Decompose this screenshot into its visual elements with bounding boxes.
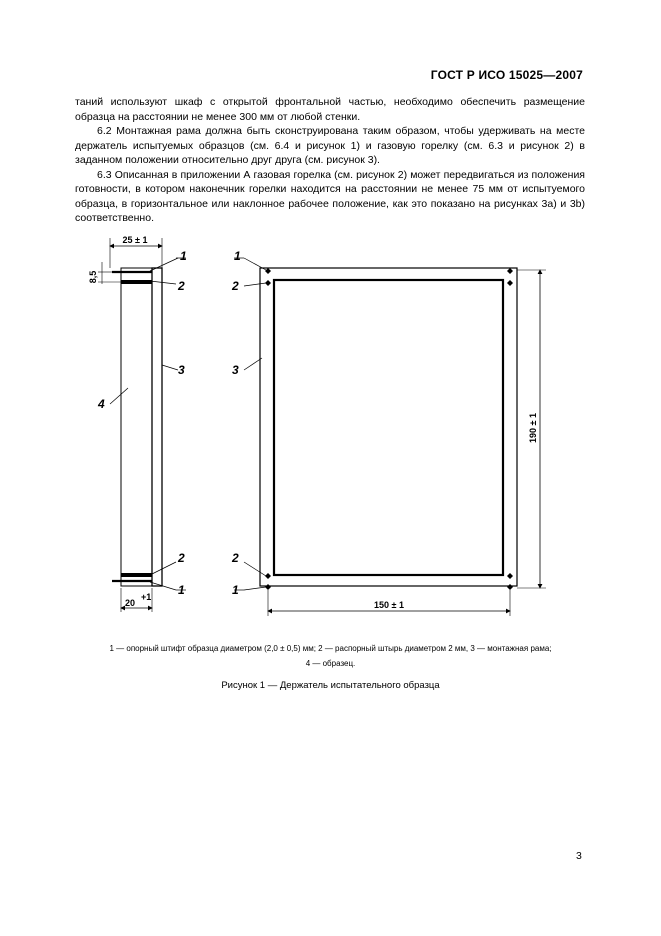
label-1-top-front: 1 — [234, 249, 241, 263]
legend-line-2: 4 — образец. — [305, 659, 356, 668]
spacer-pin-top — [121, 280, 152, 284]
mounting-frame-side — [152, 268, 162, 586]
paragraph-6-3: 6.3 Описанная в приложении А газовая горелка (см. рисунок 2) может передвигаться из положения готовности, в котором наконечник горелки находится на расстоянии не менее 75 мм от испытуемого образца, в горизонтальное или наклонное рабочее положение, как это показано на рисунках 3а) и 3b) соответственно. — [75, 168, 585, 224]
page-number: 3 — [576, 850, 582, 862]
document-header: ГОСТ Р ИСО 15025—2007 — [430, 68, 583, 82]
dim-frame-depth: 20 — [124, 598, 136, 608]
label-4-side: 4 — [98, 397, 105, 411]
specimen-side — [121, 268, 152, 586]
legend-line-1: 1 — опорный штифт образца диаметром (2,0 ± 0,5) мм; 2 — распорный штырь диаметром 2 мм, 3 — монтажная рама; — [109, 644, 552, 653]
dim-width: 150 ± 1 — [374, 600, 404, 610]
figure-legend — [0, 641, 661, 671]
dim-height: 190 ± 1 — [528, 413, 538, 443]
label-2-bottom-front: 2 — [232, 551, 239, 565]
specimen-front — [274, 280, 503, 575]
spacer-pin-bottom — [121, 573, 152, 577]
label-1-bottom-front: 1 — [232, 583, 239, 597]
paragraph-continuation: таний используют шкаф с открытой фронтальной частью, необходимо обеспечить размещение образца на расстоянии не менее 300 мм от любой стенки. — [75, 96, 585, 123]
label-3-front: 3 — [232, 363, 239, 377]
front-view — [231, 249, 546, 616]
label-3-side: 3 — [178, 363, 185, 377]
dim-frame-depth-tolerance: +1 — [141, 592, 152, 602]
label-1-bottom-side: 1 — [178, 583, 185, 597]
dim-pin-offset: 8,5 — [88, 270, 98, 284]
dim-thickness: 25 ± 1 — [122, 235, 148, 245]
side-view — [88, 235, 187, 612]
mounting-frame-front — [260, 268, 517, 586]
label-2-top-front: 2 — [232, 279, 239, 293]
label-2-bottom-side: 2 — [178, 551, 185, 565]
label-2-top-side: 2 — [178, 279, 185, 293]
pins-front — [265, 268, 513, 590]
figure-caption: Рисунок 1 — Держатель испытательного образца — [221, 680, 440, 691]
paragraph-6-2: 6.2 Монтажная рама должна быть сконструирована таким образом, чтобы удерживать на месте держатель испытуемых образцов (см. 6.4 и рисунок 1) и газовую горелку (см. 6.3 и рисунок 2) в заданном положении относительно друг друга (см. рисунок 3). — [75, 125, 585, 166]
label-1-top-side: 1 — [180, 249, 187, 263]
